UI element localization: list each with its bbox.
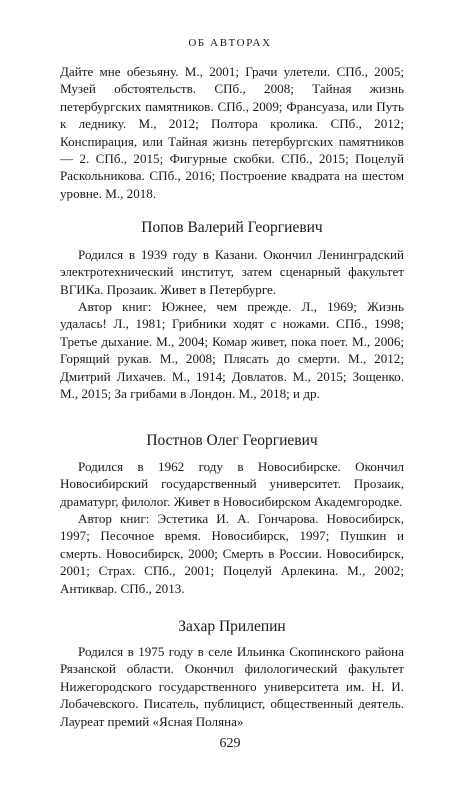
- page-number: 629: [219, 736, 241, 751]
- author-bibliography: Автор книг: Эстетика И. А. Гончарова. Новосибирск, 1997; Песочное время. Новосибирск, 1997; Пушкин и смерть. Новосибирск, 2000; Смерть в России. Новосибирск, 2001; Страх. СПб., 2001; Поцелуй Арлекина. М., 2002; Антиквар. СПб., 2013.: [60, 511, 404, 596]
- author-bibliography: Автор книг: Южнее, чем прежде. Л., 1969; Жизнь удалась! Л., 1981; Грибники ходят с ножами. СПб., 1998; Третье дыхание. М., 2004; Комар живет, пока поет. М., 2006; Горящий рукав. М., 2008; Плясать до смерти. М., 2012; Дмитрий Лихачев. М., 1914; Довлатов. М., 2015; Зощенко. М., 2015; За грибами в Лондон. М., 2018; и др.: [60, 299, 404, 402]
- previous-author-bibliography-continuation: Дайте мне обезьяну. М., 2001; Грачи улетели. СПб., 2005; Музей обстоятельств. СПб., 2008; Тайная жизнь петербургских памятников. СПб., 2009; Франсуаза, или Путь к леднику. М., 2012; Полтора кролика. СПб., 2012; Конспирация, или Тайная жизнь петербургских памятников — 2. СПб., 2015; Фигурные скобки. СПб., 2015; Поцелуй Раскольникова. СПб., 2016; Построение квадрата на шестом уровне. М., 2018.: [60, 64, 404, 201]
- author-biography: Родился в 1962 году в Новосибирске. Окончил Новосибирский государственный университет. Прозаик, драматург, филолог. Живет в Новосибирском Академгородке.: [60, 459, 404, 509]
- running-header: ОБ АВТОРАХ: [188, 37, 272, 49]
- author-biography: Родился в 1975 году в селе Ильинка Скопинского района Рязанской области. Окончил филологический факультет Нижегородского государственного университета им. Н. И. Лобачевского. Писатель, публицист, общественный деятель. Лауреат премий «Ясная Поляна»: [60, 644, 404, 729]
- author-heading: Постнов Олег Георгиевич: [146, 432, 318, 449]
- author-heading: Попов Валерий Георгиевич: [141, 219, 323, 236]
- author-heading: Захар Прилепин: [178, 618, 286, 635]
- author-biography: Родился в 1939 году в Казани. Окончил Ленинградский электротехнический институт, затем сценарный факультет ВГИКа. Прозаик. Живет в Петербурге.: [60, 247, 404, 297]
